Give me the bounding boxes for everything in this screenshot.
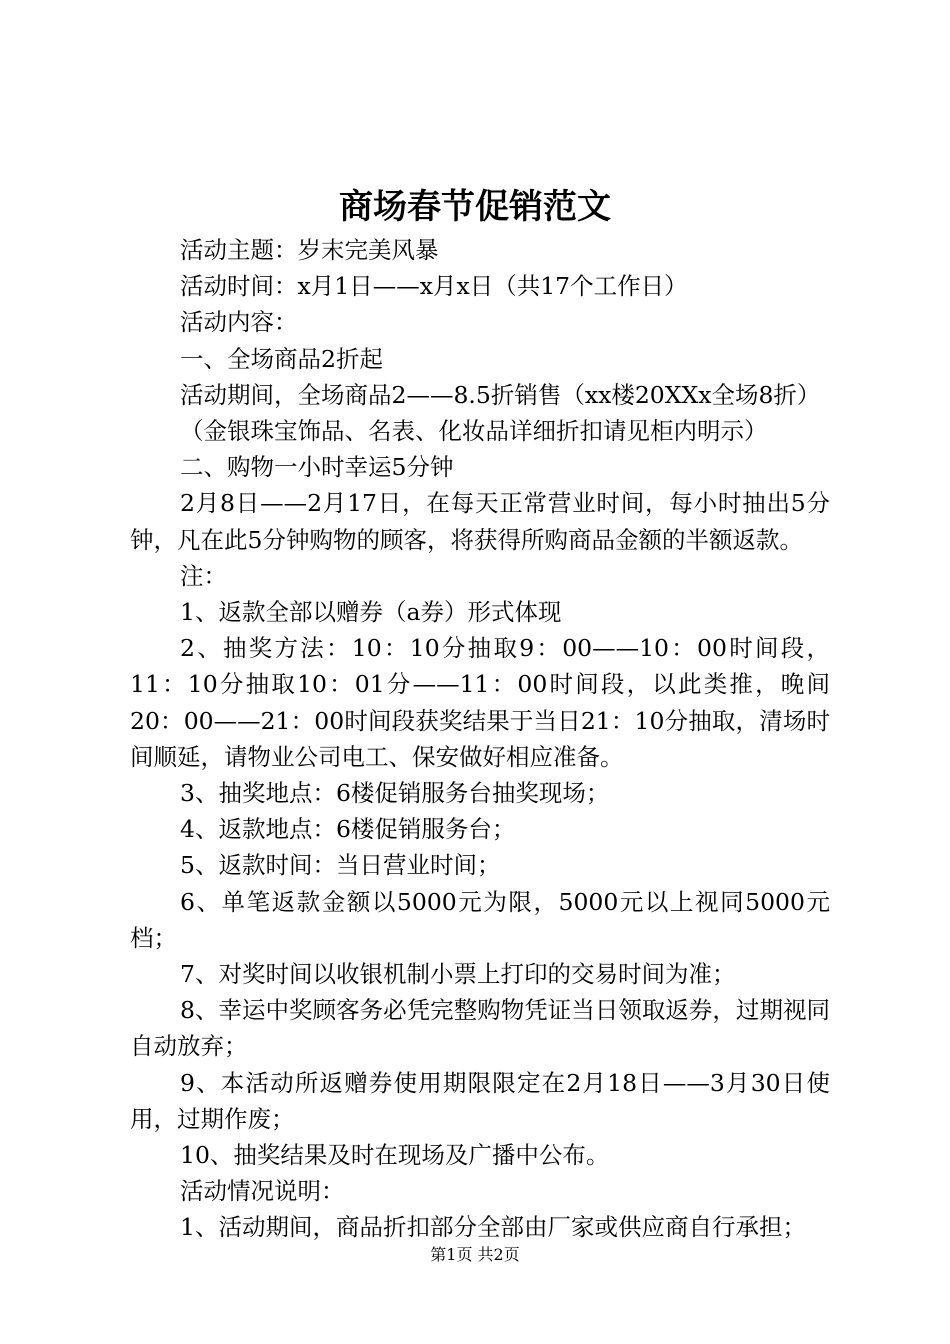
paragraph: 6、单笔返款金额以5000元为限，5000元以上视同5000元档； bbox=[130, 887, 830, 952]
paragraph: 3、抽奖地点：6楼促销服务台抽奖现场； bbox=[180, 779, 610, 808]
paragraph: 9、本活动所返赠券使用期限限定在2月18日——3月30日使用，过期作废； bbox=[130, 1068, 830, 1133]
paragraph: 5、返款时间：当日营业时间； bbox=[180, 851, 501, 880]
paragraph: 2月8日——2月17日，在每天正常营业时间，每小时抽出5分钟，凡在此5分钟购物的顾客，将获得所购商品金额的半额返款。 bbox=[130, 489, 830, 554]
paragraph: （金银珠宝饰品、名表、化妆品详细折扣请见柜内明示） bbox=[180, 417, 768, 446]
paragraph: 1、活动期间，商品折扣部分全部由厂家或供应商自行承担； bbox=[180, 1213, 806, 1242]
paragraph: 活动内容： bbox=[180, 308, 298, 337]
paragraph: 10、抽奖结果及时在现场及广播中公布。 bbox=[180, 1141, 610, 1170]
paragraph: 活动情况说明： bbox=[180, 1177, 345, 1206]
paragraph: 活动主题：岁末完美风暴 bbox=[180, 236, 439, 264]
paragraph: 活动时间：x月1日——x月x日（共17个工作日） bbox=[180, 272, 688, 301]
page-footer: 第1页 共2页 bbox=[430, 1245, 520, 1264]
paragraph: 注： bbox=[180, 561, 227, 590]
paragraph: 一、全场商品2折起 bbox=[180, 344, 383, 373]
paragraph: 7、对奖时间以收银机制小票上打印的交易时间为准； bbox=[180, 960, 736, 989]
paragraph: 二、购物一小时幸运5分钟 bbox=[180, 453, 454, 482]
paragraph: 8、幸运中奖顾客务必凭完整购物凭证当日领取返券，过期视同自动放弃； bbox=[130, 996, 830, 1061]
paragraph: 2、抽奖方法：10：10分抽取9：00——10：00时间段，11：10分抽取10：01分——11：00时间段，以此类推，晚间20：00——21：00时间段获奖结果于当日21：10分抽取，清场时间顺延，请物业公司电工、保安做好相应准备。 bbox=[130, 634, 830, 771]
document-title: 商场春节促销范文 bbox=[339, 187, 611, 227]
paragraph: 活动期间，全场商品2——8.5折销售（xx楼20XXx全场8折） bbox=[180, 380, 821, 409]
paragraph: 1、返款全部以赠券（a券）形式体现 bbox=[180, 598, 562, 627]
paragraph: 4、返款地点：6楼促销服务台； bbox=[180, 815, 516, 844]
document-body bbox=[130, 232, 830, 1246]
